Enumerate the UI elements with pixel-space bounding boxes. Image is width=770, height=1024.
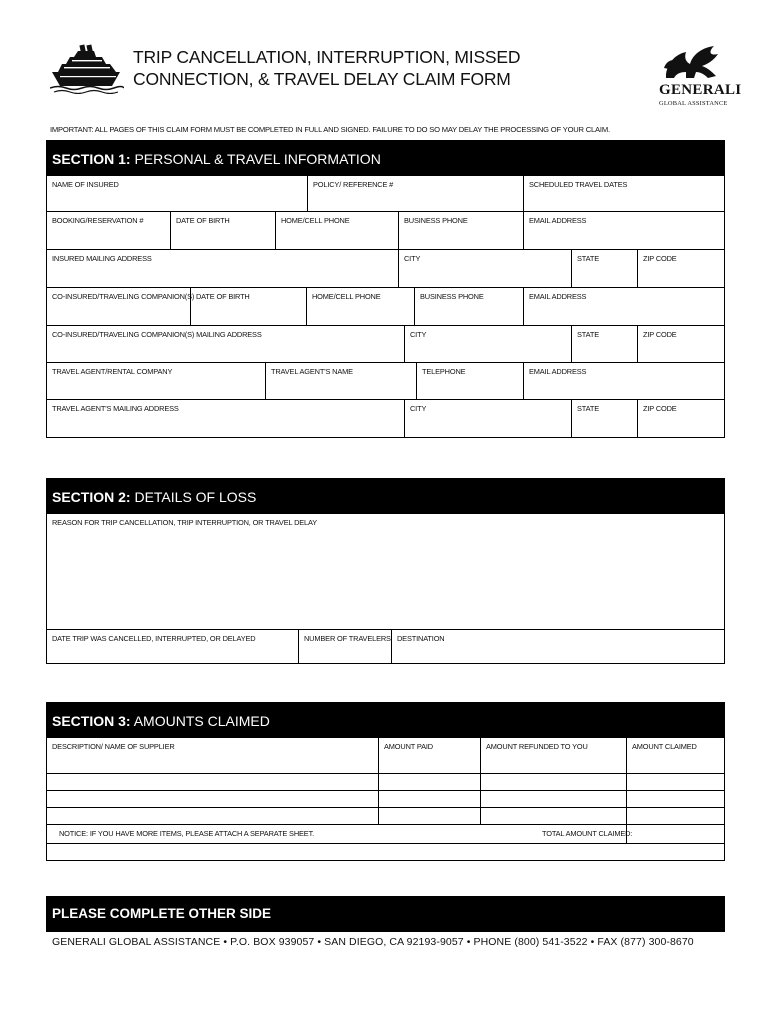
field-name-of-insured[interactable]: NAME OF INSURED [52,180,119,189]
reason-label: REASON FOR TRIP CANCELLATION, TRIP INTERRUPTION, OR TRAVEL DELAY [52,518,318,527]
section2-title: DETAILS OF LOSS [134,489,257,505]
complete-other-side-bar [46,896,725,932]
field-state[interactable]: STATE [571,250,637,287]
s1-row-coinsured [46,288,725,326]
field-zip-code[interactable]: ZIP CODE [637,250,724,287]
section2-header [46,478,725,514]
section1-title: PERSONAL & TRAVEL INFORMATION [134,151,381,167]
cell-amount-paid[interactable] [378,791,480,807]
s1-row-mailing [46,250,725,288]
notice-cell [47,825,633,843]
field-coinsured-email[interactable]: EMAIL ADDRESS [523,288,724,325]
field-booking-reservation[interactable]: BOOKING/RESERVATION # [52,216,144,225]
field-travel-agent-mailing-address[interactable]: TRAVEL AGENT'S MAILING ADDRESS [52,404,179,413]
table-row [46,791,725,808]
s1-row-insured [46,176,725,212]
field-travel-agent-zip[interactable]: ZIP CODE [637,400,724,437]
cell-amount-refunded[interactable] [480,774,626,790]
cell-amount-claimed[interactable] [626,774,724,790]
logo-brand: GENERALI [659,82,742,98]
col-description: DESCRIPTION/ NAME OF SUPPLIER [52,742,175,751]
field-destination[interactable]: DESTINATION [391,630,724,663]
logo-sub: GLOBAL ASSISTANCE [659,100,728,107]
s1-row-travel-agent [46,363,725,400]
field-travel-agent-company[interactable]: TRAVEL AGENT/RENTAL COMPANY [52,367,173,376]
form-title-line2: CONNECTION, & TRAVEL DELAY CLAIM FORM [133,69,511,89]
cell-amount-paid[interactable] [378,774,480,790]
generali-logo [656,44,742,110]
field-scheduled-travel-dates[interactable]: SCHEDULED TRAVEL DATES [523,176,724,211]
field-travel-agent-name[interactable]: TRAVEL AGENT'S NAME [265,363,416,399]
field-coinsured-state[interactable]: STATE [571,326,637,362]
field-date-trip-cancelled[interactable]: DATE TRIP WAS CANCELLED, INTERRUPTED, OR DELAYED [52,634,256,643]
field-travel-agent-telephone[interactable]: TELEPHONE [416,363,523,399]
total-label: TOTAL AMOUNT CLAIMED: [542,829,633,838]
field-total-amount-claimed[interactable] [626,825,724,843]
section1-header [46,140,725,176]
cell-amount-refunded[interactable] [480,791,626,807]
cell-amount-claimed[interactable] [626,791,724,807]
field-policy-reference[interactable]: POLICY/ REFERENCE # [307,176,527,211]
field-coinsured-mailing-address[interactable]: CO-INSURED/TRAVELING COMPANION(S) MAILING ADDRESS [52,330,262,339]
footer-address: GENERALI GLOBAL ASSISTANCE • P.O. BOX 939057 • SAN DIEGO, CA 92193-9057 • PHONE (800) 541-3522 • FAX (877) 300-8670 [52,936,694,948]
field-coinsured-city[interactable]: CITY [404,326,571,362]
field-reason-for-loss[interactable] [46,514,725,630]
cell-description[interactable] [47,791,378,807]
field-coinsured-business-phone[interactable]: BUSINESS PHONE [414,288,523,325]
s1-row-coinsured-mailing [46,326,725,363]
field-city[interactable]: CITY [398,250,571,287]
field-travel-agent-city[interactable]: CITY [404,400,571,437]
s3-bottom-row [46,844,725,861]
col-amount-refunded: AMOUNT REFUNDED TO YOU [480,738,626,773]
form-title [133,46,520,90]
section1-number: SECTION 1: [52,151,131,167]
field-travel-agent-email[interactable]: EMAIL ADDRESS [523,363,724,399]
s1-row-booking [46,212,725,250]
col-amount-paid: AMOUNT PAID [378,738,480,773]
cell-amount-claimed[interactable] [626,808,724,824]
field-number-of-travelers[interactable]: NUMBER OF TRAVELERS [298,630,391,663]
field-home-cell-phone[interactable]: HOME/CELL PHONE [275,212,398,249]
field-travel-agent-state[interactable]: STATE [571,400,637,437]
section3-title: AMOUNTS CLAIMED [133,713,270,729]
s1-row-agent-mailing [46,400,725,438]
col-amount-claimed: AMOUNT CLAIMED [626,738,724,773]
winged-lion-icon [656,44,728,84]
important-notice: IMPORTANT: ALL PAGES OF THIS CLAIM FORM MUST BE COMPLETED IN FULL AND SIGNED. FAILURE TO DO SO MAY DELAY THE PROCESSING OF YOUR CLAIM. [50,125,610,134]
field-insured-mailing-address[interactable]: INSURED MAILING ADDRESS [52,254,152,263]
notice-text: NOTICE: IF YOU HAVE MORE ITEMS, PLEASE ATTACH A SEPARATE SHEET. [59,829,315,838]
field-business-phone[interactable]: BUSINESS PHONE [398,212,523,249]
cell-amount-refunded[interactable] [480,808,626,824]
s2-row-details [46,630,725,664]
cell-description[interactable] [47,774,378,790]
section3-header [46,702,725,738]
form-title-line1: TRIP CANCELLATION, INTERRUPTION, MISSED [133,47,521,67]
section2-number: SECTION 2: [52,489,131,505]
table-row [46,774,725,791]
field-coinsured-companion[interactable]: CO-INSURED/TRAVELING COMPANION(S) [52,292,195,301]
field-date-of-birth[interactable]: DATE OF BIRTH [170,212,275,249]
table-row [46,808,725,825]
field-coinsured-zip[interactable]: ZIP CODE [637,326,724,362]
complete-other-side-text: PLEASE COMPLETE OTHER SIDE [52,906,272,921]
cruise-ship-icon [50,42,124,94]
cell-amount-paid[interactable] [378,808,480,824]
section3-number: SECTION 3: [52,713,131,729]
field-coinsured-dob[interactable]: DATE OF BIRTH [190,288,306,325]
cell-description[interactable] [47,808,378,824]
field-email-address[interactable]: EMAIL ADDRESS [523,212,724,249]
field-coinsured-home-phone[interactable]: HOME/CELL PHONE [306,288,414,325]
s3-notice-row [46,825,725,844]
s3-header-row [46,738,725,774]
